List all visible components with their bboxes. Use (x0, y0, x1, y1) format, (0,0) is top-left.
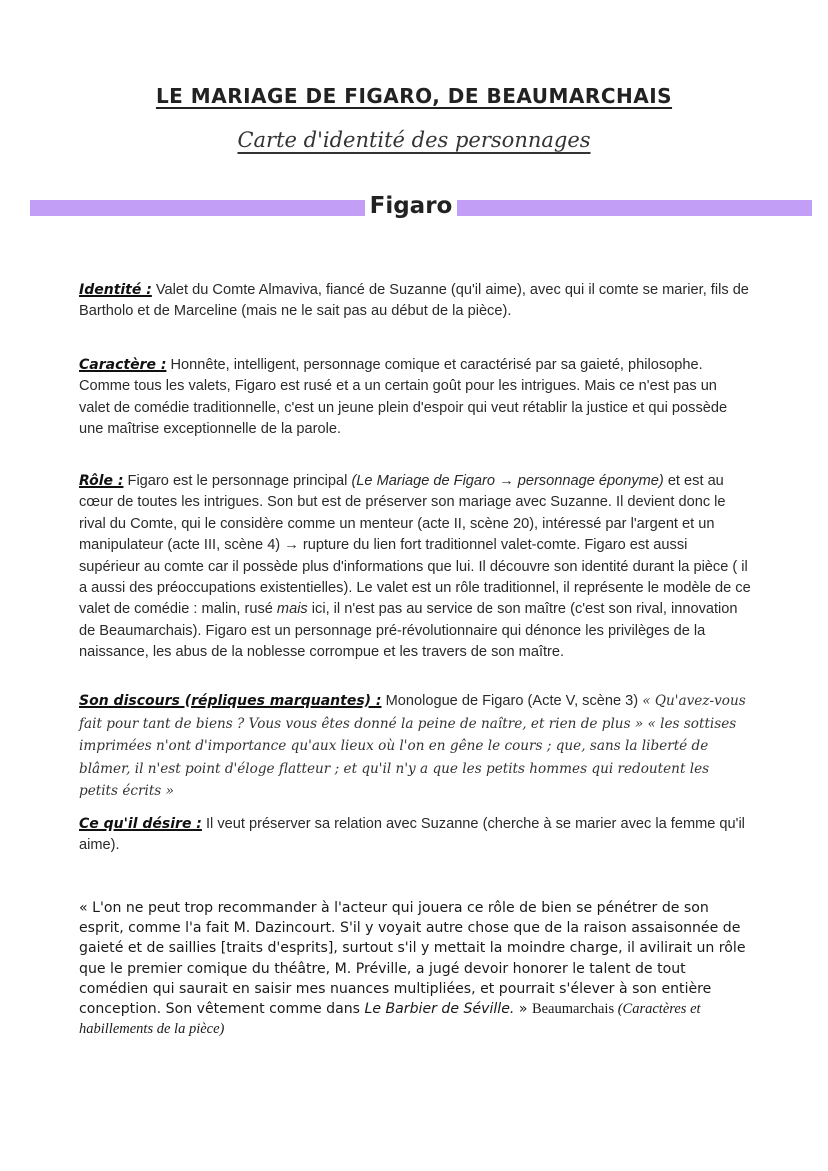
discours-label: Son discours (répliques marquantes) : (79, 693, 382, 709)
page-title: LE MARIAGE DE FIGARO, DE BEAUMARCHAIS (155, 84, 673, 108)
role-text-3: ici, il n'est pas au service de son maître (c'est son rival, innovation de Beaumarchais). Figaro est un personnage pré-révolutionnaire qui dénonce les privilèges de la naissance, les abus de la noblesse corrompue et les travers de son maître. (79, 601, 738, 661)
citation-author: Beaumarchais (531, 1001, 615, 1018)
citation-paragraph (79, 898, 751, 1039)
caractere-paragraph (79, 355, 751, 441)
desire-label: Ce qu'il désire : (79, 816, 202, 832)
citation-text: « L'on ne peut trop recommander à l'acteur qui jouera ce rôle de bien se pénétrer de son esprit, comme l'a fait M. Dazincourt. S'il y voyait autre chose que de la raison assaisonnée de gaieté et de saillies [traits d'esprits], surtout s'il y mettait la moindre charge, il avilirait un rôle que le premier comique du théâtre, M. Préville, a jugé devoir honorer le talent de tout comédien qui saurait en saisir mes nuances multipliées, et pourrait s'élever à son entière conception. Son vêtement comme dans (79, 900, 746, 1018)
page-subtitle: Carte d'identité des personnages (237, 128, 591, 152)
identite-text: Valet du Comte Almaviva, fiancé de Suzanne (qu'il aime), avec qui il comte se marier, fils de Bartholo et de Marceline (mais ne le sait pas au début de la pièce). (79, 282, 749, 320)
role-text-2: et est au cœur de toutes les intrigues. Son but est de préserver son mariage avec Suzanne. Il devient donc le rival du Comte, qui le considère comme un menteur (acte II, scène 20), intéressé par l'argent et un manipulateur (acte III, scène 4) → rupture du lien fort traditionnel valet-comte. Figaro est aussi supérieur au comte car il possède plus d'informations que lui. Il découvre son identité durant la pièce ( il a aussi des préoccupations existentielles). Le valet est un rôle traditionnel, il représente le modèle de ce valet de comédie : malin, rusé (79, 473, 751, 618)
citation-source: (Caractères et habillements de la pièce) (79, 1001, 701, 1038)
caractere-label: Caractère : (79, 357, 167, 373)
citation-work: Le Barbier de Séville. (364, 1001, 515, 1018)
discours-quote: « Qu'avez-vous fait pour tant de biens ? Vous vous êtes donné la peine de naître, et rien de plus » « les sottises imprimées n'ont d'importance qu'aux lieux où l'on en gêne le cours ; que, sans la liberté de blâmer, il n'est point d'éloge flatteur ; et qu'il n'y a que les petits hommes qui redoutent les petits écrits » (79, 693, 746, 800)
role-paragraph (79, 471, 751, 664)
caractere-text: Honnête, intelligent, personnage comique et caractérisé par sa gaieté, philosophe. Comme tous les valets, Figaro est rusé et a un certain goût pour les intrigues. Mais ce n'est pas un valet de comédie traditionnelle, c'est un jeune plein d'espoir qui veut rétablir la justice et qui possède une maîtrise exceptionnelle de la parole. (79, 357, 728, 438)
citation-closing: » (514, 1001, 532, 1018)
identite-paragraph (79, 280, 751, 323)
desire-paragraph (79, 814, 751, 857)
role-italic-1: (Le Mariage de Figaro → personnage éponyme) (351, 473, 664, 489)
desire-text: Il veut préserver sa relation avec Suzanne (cherche à se marier avec la femme qu'il aime). (79, 816, 745, 854)
section-heading: Figaro (365, 188, 457, 224)
discours-paragraph (79, 690, 751, 803)
role-italic-2: mais (276, 601, 308, 618)
identite-label: Identité : (79, 282, 152, 298)
role-label: Rôle : (79, 473, 124, 489)
role-text-1: Figaro est le personnage principal (123, 473, 352, 489)
discours-intro: Monologue de Figaro (Acte V, scène 3) (381, 693, 643, 709)
